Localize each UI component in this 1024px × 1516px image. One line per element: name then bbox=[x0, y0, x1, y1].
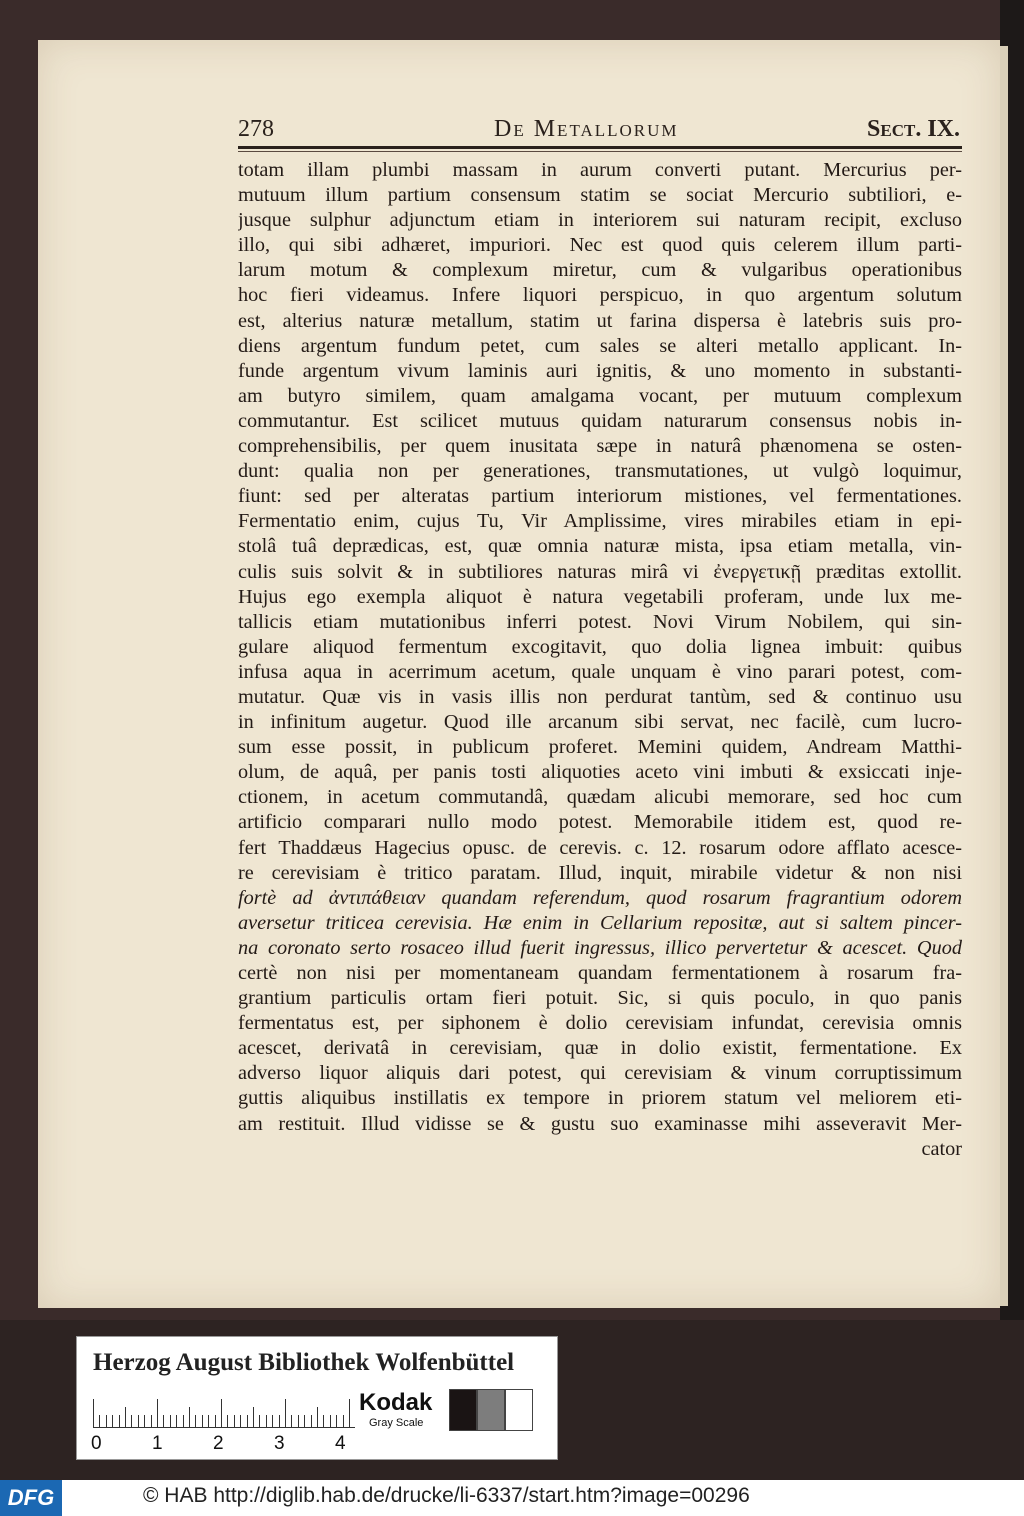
kodak-logo: Kodak bbox=[359, 1389, 433, 1416]
running-title: De Metallorum bbox=[494, 116, 679, 142]
text-line: culis suis solvit & in subtiliores naturas mirâ vi ἐνεργετικῇ præditas extollit. bbox=[238, 560, 962, 583]
ruler-tick bbox=[151, 1415, 152, 1427]
text-line: am restituit. Illud vidisse se & gustu suo examinasse mihi asseveravit Mer- bbox=[238, 1112, 962, 1135]
text-line: est, alterius naturæ metallum, statim ut farina dispersa è latebris suis pro- bbox=[238, 309, 962, 332]
text-line: gulare aliquod fermentum excogitavit, quo dolia lignea imbuit: quibus bbox=[238, 635, 962, 658]
text-line: Fermentatio enim, cujus Tu, Vir Amplissime, vires mirabiles etiam in epi- bbox=[238, 510, 962, 533]
library-name: Herzog August Bibliothek Wolfenbüttel bbox=[93, 1349, 515, 1376]
ruler-tick bbox=[247, 1415, 248, 1427]
ruler-number: 3 bbox=[274, 1433, 285, 1454]
ruler-tick bbox=[349, 1399, 350, 1427]
text-line: certè non nisi per momentaneam quandam fermentationem à rosarum fra- bbox=[238, 962, 962, 984]
ruler-tick bbox=[195, 1415, 196, 1427]
text-line: ctionem, in acetum commutandâ, quædam alicubi memorare, sed hoc cum bbox=[238, 786, 962, 809]
text-line: aversetur triticea cerevisia. Hæ enim in Cellarium repositæ, aut si saltem pincer- bbox=[238, 911, 962, 934]
text-line: infusa aqua in acerrimum acetum, quale unquam è vino parari potest, com- bbox=[238, 660, 962, 683]
text-line: hoc fieri videamus. Infere liquori perspicuo, in quo argentum solutum bbox=[238, 284, 962, 307]
ruler-tick bbox=[144, 1415, 145, 1427]
text-line: guttis aliquibus instillatis ex tempore in priorem statum vel meliorem eti- bbox=[238, 1087, 962, 1110]
text-line: tallicis etiam mutationibus inferri potest. Novi Virum Nobilem, qui sin- bbox=[238, 610, 962, 633]
ruler-number: 0 bbox=[91, 1433, 102, 1454]
gray-scale-label: Gray Scale bbox=[369, 1417, 424, 1429]
text-line: artificio comparari nullo modo potest. Memorabile itidem est, quod re- bbox=[238, 811, 962, 834]
ruler-tick bbox=[323, 1415, 324, 1427]
ruler-tick bbox=[176, 1415, 177, 1427]
text-line: jusque sulphur adjunctum etiam in interiorem sui naturam recipit, excluso bbox=[238, 209, 962, 232]
ruler-tick bbox=[343, 1415, 344, 1427]
ruler-tick bbox=[163, 1415, 164, 1427]
copyright-url[interactable]: © HAB http://diglib.hab.de/drucke/li-6337/start.htm?image=00296 bbox=[143, 1484, 750, 1507]
header-rule bbox=[238, 146, 962, 149]
ruler-tick bbox=[240, 1415, 241, 1427]
text-line: am butyro similem, quam amalgama vocant, per mutuum complexum bbox=[238, 384, 962, 407]
text-line: dunt: qualia non per generationes, transmutationes, ut vulgò loquimur, bbox=[238, 460, 962, 483]
text-line: comprehensibilis, per quem inusitata sæpe in naturâ phænomena se osten- bbox=[238, 435, 962, 458]
text-line: diens argentum fundum petet, cum sales se alteri metallo applicant. In- bbox=[238, 334, 962, 357]
ruler-tick bbox=[112, 1415, 113, 1427]
viewer-footer bbox=[0, 1480, 1024, 1516]
ruler-tick bbox=[285, 1399, 286, 1427]
text-line: stolâ tuâ deprædicas, est, quæ omnia naturæ mista, ipsa etiam metalla, vin- bbox=[238, 535, 962, 558]
gray-swatch bbox=[477, 1389, 505, 1431]
ruler-number: 2 bbox=[213, 1433, 224, 1454]
text-line: illo, qui sibi adhæret, impuriori. Nec est quod quis celerem illum parti- bbox=[238, 234, 962, 257]
ruler-tick bbox=[272, 1415, 273, 1427]
ruler-tick bbox=[259, 1415, 260, 1427]
ruler-tick bbox=[131, 1415, 132, 1427]
text-line: funde argentum vivum laminis auri ignitis, & uno momento in substanti- bbox=[238, 359, 962, 382]
text-line: na coronato serto rosaceo illud fuerit ingressus, illico pervertetur & acescet. Quod bbox=[238, 936, 962, 959]
ruler-tick bbox=[304, 1415, 305, 1427]
text-line: adverso liquor aliquis dari potest, qui cerevisiam & vinum corruptissimum bbox=[238, 1062, 962, 1085]
ruler-tick bbox=[125, 1407, 126, 1427]
text-line: fert Thaddæus Hagecius opusc. de cerevis. c. 12. rosarum odore afflato acesce- bbox=[238, 836, 962, 859]
ruler-tick bbox=[138, 1415, 139, 1427]
ruler-tick bbox=[189, 1407, 190, 1427]
text-line: mutuum illum partium consensum statim se sociat Mercurio subtiliori, e- bbox=[238, 184, 962, 207]
gray-swatch bbox=[505, 1389, 533, 1431]
dfg-logo[interactable]: DFG bbox=[0, 1480, 62, 1516]
ruler-tick bbox=[119, 1415, 120, 1427]
page-body-text bbox=[238, 158, 962, 1162]
text-line: mutatur. Quæ vis in vasis illis non perdurat tantùm, sed & continuo usu bbox=[238, 685, 962, 708]
page-number: 278 bbox=[238, 116, 274, 142]
text-line: sum esse possit, in publicum proferet. Memini quidem, Andream Matthi- bbox=[238, 736, 962, 759]
text-line: in infinitum augetur. Quod ille arcanum sibi servat, nec facilè, cum lucro- bbox=[238, 711, 962, 734]
ruler-tick bbox=[234, 1415, 235, 1427]
ruler-tick bbox=[279, 1415, 280, 1427]
ruler-tick bbox=[253, 1407, 254, 1427]
ruler-tick bbox=[227, 1415, 228, 1427]
ruler-tick bbox=[266, 1415, 267, 1427]
header-rule-thin bbox=[238, 151, 962, 152]
text-line: fiunt: sed per alteratas partium interiorum mistiones, vel fermentationes. bbox=[238, 485, 962, 508]
ruler-number: 1 bbox=[152, 1433, 163, 1454]
section-label: Sect. IX. bbox=[867, 116, 960, 142]
ruler-tick bbox=[93, 1399, 94, 1427]
text-line: cator bbox=[921, 1137, 962, 1160]
text-line: Hujus ego exempla aliquot è natura vegetabili proferam, unde lux me- bbox=[238, 585, 962, 608]
ruler-tick bbox=[221, 1399, 222, 1427]
gray-swatch bbox=[449, 1389, 477, 1431]
text-line: commutantur. Est scilicet mutuus quidam naturarum consensus nobis in- bbox=[238, 409, 962, 432]
text-line: larum motum & complexum miretur, cum & vulgaribus operationibus bbox=[238, 259, 962, 282]
ruler-tick bbox=[215, 1415, 216, 1427]
measurement-ruler bbox=[93, 1397, 355, 1428]
ruler-tick bbox=[317, 1407, 318, 1427]
ruler-tick bbox=[291, 1415, 292, 1427]
text-line: acescet, derivatâ in cerevisiam, quæ in dolio existit, fermentatione. Ex bbox=[238, 1037, 962, 1060]
ruler-tick bbox=[183, 1415, 184, 1427]
text-line: re cerevisiam è tritico paratam. Illud, inquit, mirabile videtur & non nisi bbox=[238, 861, 962, 884]
ruler-tick bbox=[157, 1399, 158, 1427]
ruler-tick bbox=[99, 1415, 100, 1427]
text-line: fortè ad ἀντιπάθειαν quandam referendum, quod rosarum fragrantium odorem bbox=[238, 886, 962, 909]
library-color-card bbox=[76, 1336, 558, 1460]
running-header bbox=[238, 116, 960, 146]
ruler-tick bbox=[106, 1415, 107, 1427]
ruler-tick bbox=[202, 1415, 203, 1427]
ruler-tick bbox=[311, 1415, 312, 1427]
text-line: olum, de aquâ, per panis tosti aliquoties aceto vini imbuti & exsiccati inje- bbox=[238, 761, 962, 784]
ruler-tick bbox=[208, 1415, 209, 1427]
ruler-tick bbox=[336, 1415, 337, 1427]
text-line: totam illam plumbi massam in aurum converti putant. Mercurius per- bbox=[238, 159, 962, 181]
ruler-tick bbox=[298, 1415, 299, 1427]
ruler-tick bbox=[170, 1415, 171, 1427]
text-line: fermentatus est, per siphonem è dolio cerevisiam infundat, cerevisia omnis bbox=[238, 1012, 962, 1035]
text-line: grantium particulis ortam fieri potuit. Sic, si quis poculo, in quo panis bbox=[238, 987, 962, 1010]
ruler-number: 4 bbox=[335, 1433, 346, 1454]
ruler-tick bbox=[330, 1415, 331, 1427]
